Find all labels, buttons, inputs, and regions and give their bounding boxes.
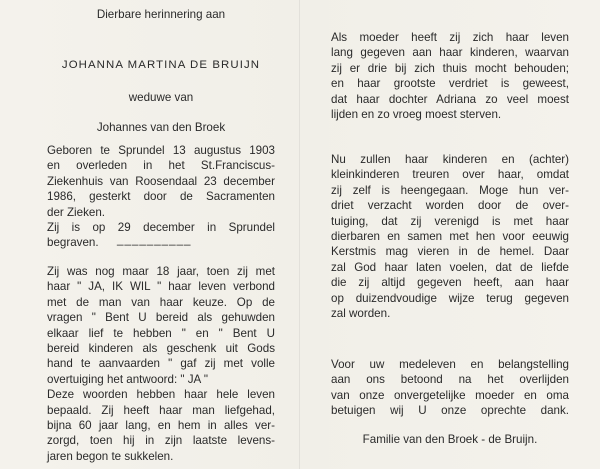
thanks-paragraph [331, 357, 569, 419]
text-line: Voor uw medeleven en belangstelling [331, 358, 569, 371]
text-line: Deze woorden hebben haar hele leven [47, 388, 275, 402]
mother-paragraph [331, 30, 569, 122]
text-line: kleinkinderen treuren over haar, omdat [331, 168, 569, 182]
text-line: overtuiging het antwoord: " JA " [47, 372, 208, 386]
text-line: met de man van haar keuze. Op de [47, 295, 275, 309]
text-line: vragen " Bent U bereid als gehuwden [47, 311, 275, 325]
text-line: haar " JA, IK WIL " haar leven verbond [47, 280, 275, 294]
life-paragraph [47, 264, 275, 464]
text-line: Ziekenhuis van Roosendaal 23 december [47, 174, 275, 188]
text-line: dat haar dochter Adriana zo veel moest [331, 92, 569, 106]
husband-name: Johannes van den Broek [96, 121, 226, 134]
separator-line: __________ [117, 233, 192, 246]
text-line: en haar grootste verdriet is geweest, [331, 77, 569, 91]
widow-of-line: weduwe van [128, 91, 194, 104]
text-line: aan ons betoond na het overlijden [331, 373, 569, 387]
text-line: bereid kinderen als geschenk uit Gods [47, 342, 275, 356]
text-line: op duizendvoudige wijze terug gegeven [331, 291, 569, 305]
text-line: 1986, gesterkt door de Sacramenten [47, 190, 275, 204]
text-line: tuiging, dat zij verenigd is met haar [331, 214, 569, 228]
text-line: der Zieken. [47, 205, 105, 219]
text-line: zal God haar laten voelen, dat de liefde [331, 260, 569, 274]
text-line: en overleden in het St.Franciscus- [47, 159, 275, 173]
text-line: Als moeder heeft zij zich haar leven [331, 31, 569, 44]
text-line: driet verzacht worden door de over- [331, 199, 569, 213]
text-line: lijden en zo vroeg moest sterven. [331, 108, 502, 122]
text-line: Geboren te Sprundel 13 augustus 1903 [47, 144, 275, 157]
text-line: Zij is op 29 december in Sprundel [47, 221, 275, 235]
text-line: dierbaren en samen met hen voor eeuwig [331, 230, 569, 244]
children-paragraph [331, 152, 569, 321]
text-line: hand te aanvaarden " gaf zij met volle [47, 357, 275, 371]
text-line: bepaald. Zij heeft haar man liefgehad, [47, 403, 275, 417]
text-line: van onze onvergetelijke moeder en oma [331, 388, 569, 402]
card-fold-line [299, 0, 300, 469]
text-line: elkaar lief te hebben " en " Bent U [47, 326, 275, 340]
family-signature: Familie van den Broek - de Bruijn. [362, 433, 538, 446]
text-line: Nu zullen haar kinderen en (achter) [331, 153, 569, 166]
deceased-name: JOHANNA MARTINA DE BRUIJN [61, 59, 261, 71]
text-line: zij zelf is heengegaan. Moge hun ver- [331, 183, 569, 197]
text-line: zorgd, toen hij in zijn laatste levens- [47, 434, 275, 448]
text-line: zij er drie bij zich thuis mocht behouden; [331, 61, 569, 75]
text-line: die zij altijd gegeven heeft, aan haar [331, 276, 569, 290]
text-line: begraven. [47, 236, 99, 250]
text-line: Zij was nog maar 18 jaar, toen zij met [47, 265, 275, 278]
intro-line: Dierbare herinnering aan [96, 8, 226, 21]
text-line: betuigen wij U onze oprechte dank. [331, 404, 569, 418]
text-line: bijna 60 jaar lang, en hem in alles ver- [47, 419, 275, 433]
text-line: Kerstmis mag vieren in de hemel. Daar [331, 245, 569, 259]
text-line: lang gegeven aan haar kinderen, waarvan [331, 46, 569, 60]
text-line: jaren begon te sukkelen. [47, 449, 174, 463]
text-line: zal worden. [331, 307, 391, 321]
